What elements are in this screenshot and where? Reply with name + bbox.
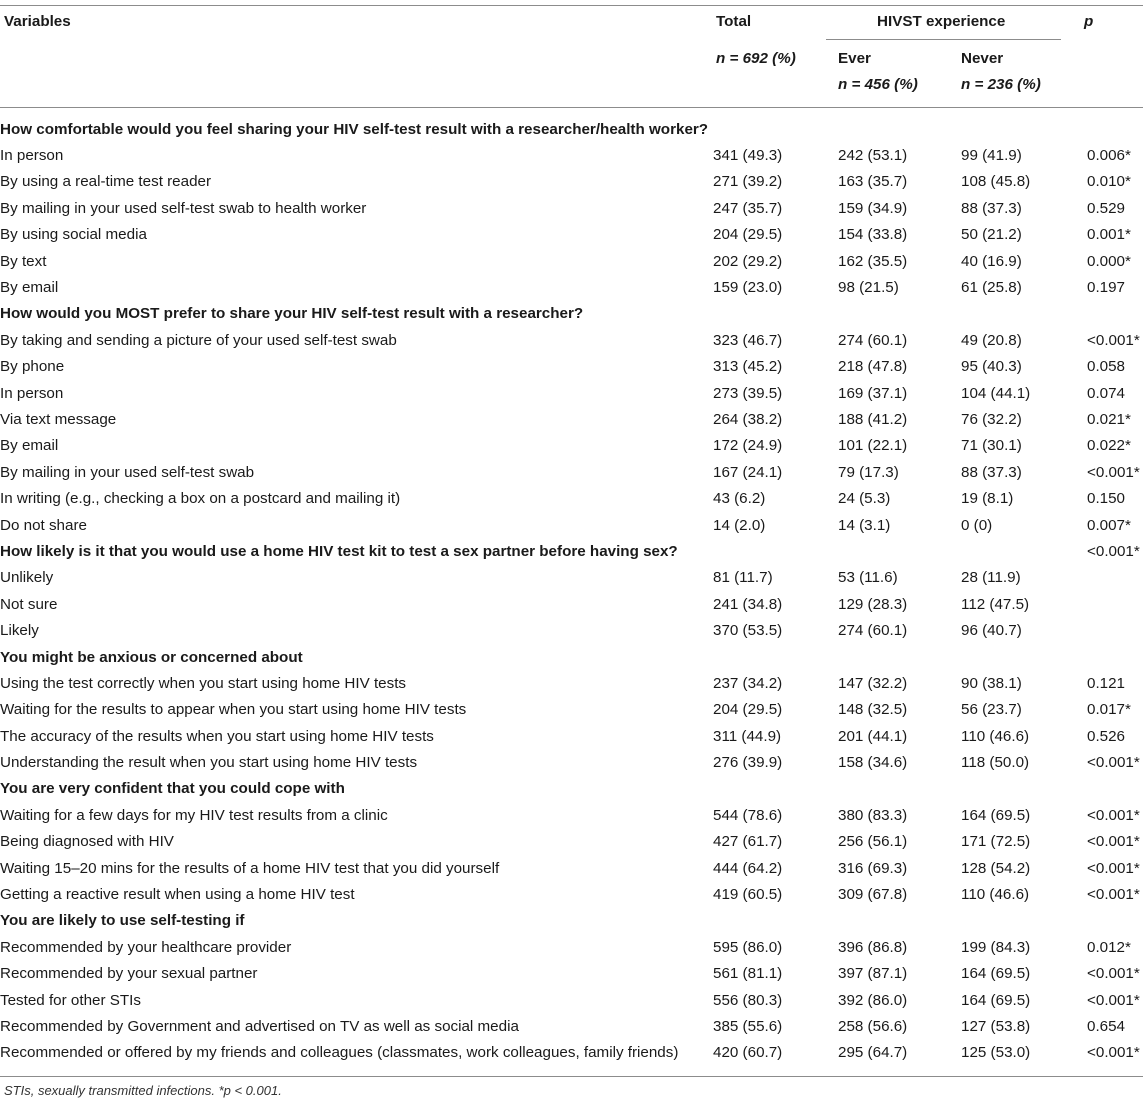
p-value-cell: 0.001* [1087, 226, 1131, 244]
row-label: Waiting 15–20 mins for the results of a home HIV test that you did yourself [0, 859, 500, 877]
total-cell [713, 776, 838, 802]
row-label: Not sure [0, 595, 58, 613]
ever-cell [838, 116, 961, 142]
table-row [0, 169, 1143, 195]
ever-cell: 309 (67.8) [838, 886, 908, 904]
total-cell: 276 (39.9) [713, 754, 783, 772]
row-label: Likely [0, 622, 39, 640]
p-value-cell: 0.526 [1087, 727, 1126, 745]
top-rule [0, 5, 1143, 6]
never-cell: 118 (50.0) [961, 754, 1030, 772]
table-row [0, 855, 1143, 881]
table-row [0, 459, 1143, 485]
table-row [0, 934, 1143, 960]
ever-cell: 295 (64.7) [838, 1044, 908, 1062]
total-cell: 595 (86.0) [713, 938, 783, 956]
row-label: Getting a reactive result when using a home HIV test [0, 886, 355, 904]
ever-cell: 316 (69.3) [838, 859, 908, 877]
row-label: How comfortable would you feel sharing your HIV self-test result with a researcher/health worker? [0, 120, 709, 138]
table-row [0, 802, 1143, 828]
p-value-cell [1087, 776, 1143, 802]
ever-cell: 392 (86.0) [838, 991, 908, 1009]
table-row [0, 749, 1143, 775]
ever-cell: 397 (87.1) [838, 965, 908, 983]
header-variables: Variables [4, 13, 71, 30]
table-row [0, 565, 1143, 591]
ever-cell: 79 (17.3) [838, 463, 899, 481]
table-row [0, 591, 1143, 617]
total-cell: 444 (64.2) [713, 859, 783, 877]
ever-cell [838, 301, 961, 327]
ever-cell: 98 (21.5) [838, 279, 899, 297]
header-ever-n [838, 76, 918, 93]
table-row [0, 987, 1143, 1013]
table-row [0, 961, 1143, 987]
never-cell: 50 (21.2) [961, 226, 1022, 244]
table-row [0, 248, 1143, 274]
table-row [0, 829, 1143, 855]
section-row [0, 908, 1143, 934]
total-cell: 264 (38.2) [713, 410, 783, 428]
header-never-n-text: n = 236 (%) [961, 76, 1041, 93]
total-cell: 323 (46.7) [713, 331, 783, 349]
never-cell [961, 116, 1087, 142]
p-value-cell: 0.058 [1087, 358, 1126, 376]
ever-cell: 158 (34.6) [838, 754, 908, 772]
p-value-cell: 0.010* [1087, 173, 1131, 191]
table-row [0, 142, 1143, 168]
total-cell: 271 (39.2) [713, 173, 783, 191]
p-value-cell: <0.001* [1087, 331, 1140, 349]
never-cell [961, 908, 1087, 934]
total-cell: 273 (39.5) [713, 384, 783, 402]
total-cell: 204 (29.5) [713, 226, 783, 244]
row-label: By mailing in your used self-test swab to health worker [0, 199, 367, 217]
header-ever-n-text: n = 456 (%) [838, 76, 918, 93]
ever-cell [838, 908, 961, 934]
table-row [0, 354, 1143, 380]
never-cell: 56 (23.7) [961, 701, 1022, 719]
ever-cell: 163 (35.7) [838, 173, 908, 191]
table-row [0, 406, 1143, 432]
never-cell: 28 (11.9) [961, 569, 1021, 587]
total-cell [713, 116, 838, 142]
row-label: Recommended or offered by my friends and colleagues (classmates, work colleagues, family friends) [0, 1044, 679, 1062]
p-value-cell: 0.021* [1087, 410, 1131, 428]
never-cell: 88 (37.3) [961, 463, 1022, 481]
header-total: Total [716, 13, 752, 30]
ever-cell: 24 (5.3) [838, 490, 891, 508]
row-label: By taking and sending a picture of your used self-test swab [0, 331, 397, 349]
never-cell: 99 (41.9) [961, 147, 1022, 165]
ever-cell: 258 (56.6) [838, 1017, 908, 1035]
p-value-cell [1087, 116, 1143, 142]
p-value-cell: <0.001* [1087, 833, 1140, 851]
section-row [0, 538, 1143, 564]
p-value-cell: 0.121 [1087, 674, 1126, 692]
total-cell: 237 (34.2) [713, 674, 783, 692]
never-cell: 49 (20.8) [961, 331, 1022, 349]
header-ever: Ever [838, 50, 871, 67]
never-cell: 164 (69.5) [961, 806, 1031, 824]
row-label: Unlikely [0, 569, 54, 587]
section-row [0, 776, 1143, 802]
ever-cell: 396 (86.8) [838, 938, 908, 956]
row-label: Recommended by Government and advertised on TV as well as social media [0, 1017, 519, 1035]
total-cell: 385 (55.6) [713, 1017, 783, 1035]
ever-cell [838, 644, 961, 670]
ever-cell: 14 (3.1) [838, 516, 891, 534]
never-cell: 199 (84.3) [961, 938, 1031, 956]
p-value-cell: 0.012* [1087, 938, 1131, 956]
never-cell: 88 (37.3) [961, 199, 1022, 217]
row-label: You are very confident that you could cope with [0, 780, 345, 798]
header-never: Never [961, 50, 1004, 67]
row-label: In writing (e.g., checking a box on a postcard and mailing it) [0, 490, 401, 508]
never-cell: 171 (72.5) [961, 833, 1031, 851]
p-value-cell [1087, 591, 1143, 617]
ever-cell: 147 (32.2) [838, 674, 908, 692]
total-cell: 313 (45.2) [713, 358, 783, 376]
p-value-cell [1087, 617, 1143, 643]
table-row [0, 1013, 1143, 1039]
ever-cell: 218 (47.8) [838, 358, 908, 376]
ever-cell: 129 (28.3) [838, 595, 908, 613]
never-cell: 125 (53.0) [961, 1044, 1031, 1062]
table-row [0, 274, 1143, 300]
table-row [0, 670, 1143, 696]
row-label: By mailing in your used self-test swab [0, 463, 255, 481]
never-cell: 104 (44.1) [961, 384, 1031, 402]
never-cell: 164 (69.5) [961, 965, 1031, 983]
never-cell: 112 (47.5) [961, 595, 1030, 613]
table-row [0, 512, 1143, 538]
p-value-cell: <0.001* [1087, 542, 1140, 560]
ever-cell: 256 (56.1) [838, 833, 908, 851]
never-cell: 96 (40.7) [961, 622, 1022, 640]
row-label: Recommended by your sexual partner [0, 965, 258, 983]
total-cell: 311 (44.9) [713, 727, 782, 745]
total-cell [713, 644, 838, 670]
header-total-n [716, 50, 796, 67]
table-body [0, 116, 1143, 1066]
p-value-cell: 0.150 [1087, 490, 1126, 508]
row-label: The accuracy of the results when you start using home HIV tests [0, 727, 434, 745]
p-value-cell [1087, 565, 1143, 591]
total-cell: 14 (2.0) [713, 516, 766, 534]
total-cell: 427 (61.7) [713, 833, 783, 851]
p-value-cell [1087, 644, 1143, 670]
ever-cell [838, 538, 961, 564]
p-value-cell: 0.022* [1087, 437, 1131, 455]
ever-cell [838, 776, 961, 802]
row-label: By phone [0, 358, 65, 376]
total-cell: 561 (81.1) [713, 965, 783, 983]
ever-cell: 188 (41.2) [838, 410, 908, 428]
row-label: How would you MOST prefer to share your HIV self-test result with a researcher? [0, 305, 584, 323]
table-row [0, 881, 1143, 907]
total-cell: 167 (24.1) [713, 463, 783, 481]
ever-cell: 274 (60.1) [838, 331, 908, 349]
section-row [0, 301, 1143, 327]
never-cell [961, 776, 1087, 802]
never-cell: 128 (54.2) [961, 859, 1031, 877]
never-cell: 71 (30.1) [961, 437, 1022, 455]
total-cell: 202 (29.2) [713, 252, 783, 270]
total-cell: 81 (11.7) [713, 569, 773, 587]
p-value-cell: <0.001* [1087, 965, 1140, 983]
never-cell: 76 (32.2) [961, 410, 1022, 428]
hivst-subrule [826, 39, 1061, 40]
table-row [0, 723, 1143, 749]
total-cell [713, 301, 838, 327]
total-cell: 172 (24.9) [713, 437, 783, 455]
row-label: Using the test correctly when you start using home HIV tests [0, 674, 407, 692]
total-cell: 556 (80.3) [713, 991, 783, 1009]
never-cell: 61 (25.8) [961, 279, 1022, 297]
p-value-cell: <0.001* [1087, 886, 1140, 904]
table-row [0, 380, 1143, 406]
never-cell: 19 (8.1) [961, 490, 1014, 508]
never-cell [961, 301, 1087, 327]
p-value-cell: <0.001* [1087, 754, 1140, 772]
table-row [0, 697, 1143, 723]
never-cell: 90 (38.1) [961, 674, 1022, 692]
total-cell: 341 (49.3) [713, 147, 783, 165]
ever-cell: 101 (22.1) [838, 437, 908, 455]
ever-cell: 162 (35.5) [838, 252, 908, 270]
p-value-cell: 0.529 [1087, 199, 1126, 217]
p-value-cell [1087, 908, 1143, 934]
total-cell: 420 (60.7) [713, 1044, 783, 1062]
row-label: By using a real-time test reader [0, 173, 212, 191]
p-value-cell [1087, 301, 1143, 327]
row-label: In person [0, 384, 64, 402]
p-value-cell: 0.017* [1087, 701, 1131, 719]
ever-cell: 242 (53.1) [838, 147, 908, 165]
never-cell [961, 644, 1087, 670]
p-value-cell: 0.074 [1087, 384, 1126, 402]
never-cell [961, 538, 1087, 564]
ever-cell: 274 (60.1) [838, 622, 908, 640]
row-label: Tested for other STIs [0, 991, 141, 1009]
row-label: Waiting for the results to appear when you start using home HIV tests [0, 701, 467, 719]
total-cell: 241 (34.8) [713, 595, 783, 613]
never-cell: 110 (46.6) [961, 886, 1030, 904]
p-value-cell: 0.654 [1087, 1017, 1126, 1035]
row-label: Understanding the result when you start using home HIV tests [0, 754, 418, 772]
p-value-cell: <0.001* [1087, 859, 1140, 877]
ever-cell: 201 (44.1) [838, 727, 908, 745]
row-label: You might be anxious or concerned about [0, 648, 303, 666]
never-cell: 0 (0) [961, 516, 993, 534]
table-row [0, 327, 1143, 353]
ever-cell: 169 (37.1) [838, 384, 908, 402]
never-cell: 127 (53.8) [961, 1017, 1031, 1035]
row-label: Do not share [0, 516, 87, 534]
row-label: Waiting for a few days for my HIV test results from a clinic [0, 806, 388, 824]
header-total-n-text: n = 692 (%) [716, 50, 796, 67]
total-cell: 159 (23.0) [713, 279, 783, 297]
p-value-cell: <0.001* [1087, 1044, 1140, 1062]
bottom-rule [0, 1076, 1143, 1077]
row-label: By email [0, 437, 59, 455]
p-value-cell: 0.006* [1087, 147, 1131, 165]
ever-cell: 148 (32.5) [838, 701, 908, 719]
never-cell: 40 (16.9) [961, 252, 1022, 270]
table-row [0, 222, 1143, 248]
p-value-cell: <0.001* [1087, 463, 1140, 481]
table-row [0, 485, 1143, 511]
ever-cell: 380 (83.3) [838, 806, 908, 824]
total-cell: 43 (6.2) [713, 490, 766, 508]
total-cell: 204 (29.5) [713, 701, 783, 719]
total-cell [713, 908, 838, 934]
table-row [0, 433, 1143, 459]
row-label: You are likely to use self-testing if [0, 912, 245, 930]
total-cell: 370 (53.5) [713, 622, 783, 640]
row-label: In person [0, 147, 64, 165]
table-footnote: STIs, sexually transmitted infections. *p < 0.001. [4, 1083, 282, 1098]
never-cell: 164 (69.5) [961, 991, 1031, 1009]
p-value-cell: <0.001* [1087, 991, 1140, 1009]
p-value-cell: 0.197 [1087, 279, 1126, 297]
never-cell: 110 (46.6) [961, 727, 1030, 745]
row-label: By using social media [0, 226, 147, 244]
total-cell: 544 (78.6) [713, 806, 783, 824]
header-p [1084, 13, 1093, 30]
ever-cell: 154 (33.8) [838, 226, 908, 244]
table-row [0, 1040, 1143, 1066]
total-cell: 247 (35.7) [713, 199, 783, 217]
p-value-cell: 0.000* [1087, 252, 1131, 270]
ever-cell: 159 (34.9) [838, 199, 908, 217]
never-cell: 95 (40.3) [961, 358, 1022, 376]
p-value-cell: <0.001* [1087, 806, 1140, 824]
table-row [0, 617, 1143, 643]
p-value-cell: 0.007* [1087, 516, 1131, 534]
row-label: By email [0, 279, 59, 297]
header-rule [0, 107, 1143, 108]
header-p-text: p [1084, 13, 1094, 30]
total-cell [713, 538, 838, 564]
row-label: Recommended by your healthcare provider [0, 938, 292, 956]
ever-cell: 53 (11.6) [838, 569, 898, 587]
total-cell: 419 (60.5) [713, 886, 783, 904]
row-label: Via text message [0, 410, 117, 428]
row-label: Being diagnosed with HIV [0, 833, 174, 851]
row-label: How likely is it that you would use a home HIV test kit to test a sex partner before having sex? [0, 542, 678, 560]
header-hivst: HIVST experience [877, 13, 1006, 30]
never-cell: 108 (45.8) [961, 173, 1031, 191]
section-row [0, 644, 1143, 670]
section-row [0, 116, 1143, 142]
header-never-n [961, 76, 1041, 93]
table-row [0, 195, 1143, 221]
row-label: By text [0, 252, 47, 270]
